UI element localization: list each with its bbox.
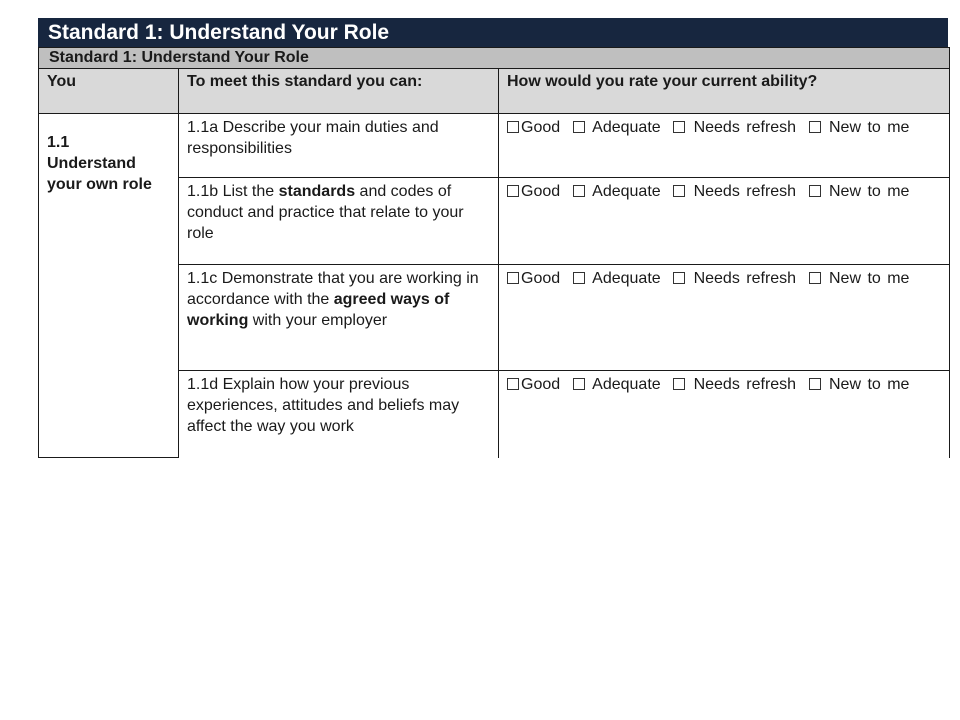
rating-option-adequate[interactable] xyxy=(573,270,661,287)
criterion-cell xyxy=(179,114,499,178)
rating-label-new-to-me: New to me xyxy=(828,119,910,136)
rating-label-needs-refresh: Needs refresh xyxy=(693,183,797,200)
criterion-cell xyxy=(179,178,499,265)
criterion-bold-term: agreed ways of working xyxy=(187,291,450,329)
rating-label-new-to-me: New to me xyxy=(828,376,910,393)
rating-label-good: Good xyxy=(521,183,561,200)
checkbox-icon[interactable] xyxy=(507,378,519,390)
column-header-meet-standard: To meet this standard you can: xyxy=(179,69,499,114)
rating-cell xyxy=(499,265,950,371)
rating-cell xyxy=(499,178,950,265)
rating-label-new-to-me: New to me xyxy=(828,183,910,200)
checkbox-icon[interactable] xyxy=(809,272,821,284)
rating-label-needs-refresh: Needs refresh xyxy=(693,270,797,287)
column-header-you: You xyxy=(39,69,179,114)
checkbox-icon[interactable] xyxy=(673,121,685,133)
table-subheader: Standard 1: Understand Your Role xyxy=(39,48,950,69)
rating-option-needs-refresh[interactable] xyxy=(673,270,796,287)
unit-cell xyxy=(39,114,179,458)
self-assessment-table xyxy=(38,47,950,458)
rating-option-good[interactable] xyxy=(507,183,560,200)
rating-option-needs-refresh[interactable] xyxy=(673,376,796,393)
checkbox-icon[interactable] xyxy=(809,378,821,390)
criterion-text: 1.1b List the xyxy=(187,183,279,200)
rating-label-needs-refresh: Needs refresh xyxy=(693,119,797,136)
checkbox-icon[interactable] xyxy=(573,121,585,133)
rating-label-adequate: Adequate xyxy=(592,183,661,200)
column-header-rating: How would you rate your current ability? xyxy=(499,69,950,114)
rating-option-new-to-me[interactable] xyxy=(809,183,910,200)
checkbox-icon[interactable] xyxy=(809,121,821,133)
criterion-text-continued: with your employer xyxy=(248,312,388,329)
rating-label-adequate: Adequate xyxy=(592,270,661,287)
rating-option-adequate[interactable] xyxy=(573,376,661,393)
criterion-bold-term: standards xyxy=(278,183,356,200)
rating-option-new-to-me[interactable] xyxy=(809,119,910,136)
criterion-text: 1.1a Describe your main duties and responsibilities xyxy=(187,119,439,157)
criterion-text: 1.1c Demonstrate that you are working in accordance with the xyxy=(187,270,479,308)
rating-label-good: Good xyxy=(521,119,561,136)
rating-label-good: Good xyxy=(521,376,561,393)
checkbox-icon[interactable] xyxy=(573,185,585,197)
column-header-row xyxy=(39,69,950,114)
table-subheader-row xyxy=(39,48,950,69)
criterion-cell xyxy=(179,265,499,371)
checkbox-icon[interactable] xyxy=(673,185,685,197)
rating-option-adequate[interactable] xyxy=(573,119,661,136)
table-row xyxy=(39,114,950,178)
criterion-text-continued: and codes of conduct and practice that relate to your role xyxy=(187,183,464,242)
checkbox-icon[interactable] xyxy=(507,272,519,284)
rating-option-needs-refresh[interactable] xyxy=(673,183,796,200)
rating-option-good[interactable] xyxy=(507,119,560,136)
checkbox-icon[interactable] xyxy=(673,378,685,390)
rating-option-new-to-me[interactable] xyxy=(809,270,910,287)
checkbox-icon[interactable] xyxy=(809,185,821,197)
checkbox-icon[interactable] xyxy=(573,378,585,390)
rating-label-good: Good xyxy=(521,270,561,287)
criterion-cell xyxy=(179,371,499,458)
rating-option-good[interactable] xyxy=(507,376,560,393)
unit-number: 1.1 xyxy=(47,134,70,151)
rating-label-adequate: Adequate xyxy=(592,376,661,393)
checkbox-icon[interactable] xyxy=(507,185,519,197)
rating-option-adequate[interactable] xyxy=(573,183,661,200)
checkbox-icon[interactable] xyxy=(573,272,585,284)
unit-title-line2: your own role xyxy=(47,176,152,193)
rating-option-needs-refresh[interactable] xyxy=(673,119,796,136)
checkbox-icon[interactable] xyxy=(673,272,685,284)
rating-cell xyxy=(499,114,950,178)
checkbox-icon[interactable] xyxy=(507,121,519,133)
rating-label-needs-refresh: Needs refresh xyxy=(693,376,797,393)
rating-option-good[interactable] xyxy=(507,270,560,287)
rating-label-adequate: Adequate xyxy=(592,119,661,136)
rating-option-new-to-me[interactable] xyxy=(809,376,910,393)
criterion-text: 1.1d Explain how your previous experiences, attitudes and beliefs may affect the way you work xyxy=(187,376,460,435)
rating-label-new-to-me: New to me xyxy=(828,270,910,287)
rating-cell xyxy=(499,371,950,458)
document-title: Standard 1: Understand Your Role xyxy=(38,18,948,47)
unit-title-line1: Understand xyxy=(47,155,136,172)
